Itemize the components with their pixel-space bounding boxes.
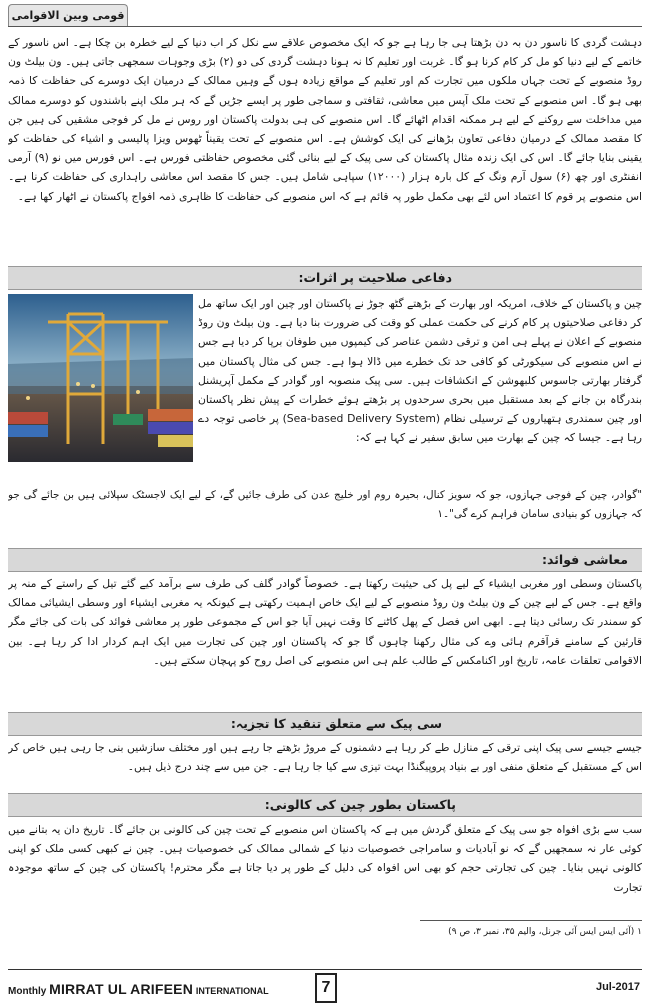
intro-paragraph (8, 33, 642, 261)
defense-heading: دفاعی صلاحیت پر اثرات: (298, 270, 452, 285)
page-footer (0, 965, 650, 1003)
footnote-rule (420, 920, 642, 921)
economic-paragraph (8, 574, 642, 708)
economic-heading-bar (8, 548, 642, 572)
section-tab (8, 4, 128, 27)
colony-paragraph (8, 820, 642, 916)
header-rule (8, 26, 642, 27)
intro-text: دہشت گردی کا ناسور دن بہ دن بڑھتا ہی جا رہا ہے جو کہ ایک مخصوص علاقے سے نکل کر اب دنیا کے لیے خطرہ بن چکا ہے۔ اس ناسور کے خاتمے کے لیے دنیا کو مل کر کام کرنا ہو گا۔ غربت اور تعلیم کا نہ ہونا دہشت گردی کی دو (۲) بڑی وجوہات سمجھی جاتی ہیں۔ ون بیلٹ ون روڈ منصوبے کے تحت جہاں ملکوں میں تجارت کم اور تعلیم کے مواقع زیادہ ہوں گے وہیں ممالک کے درمیان ایک دوسرے کی حفاظت کا ذمہ بھی ہو گا۔ اس منصوبے کے تحت ملک آپس میں معاشی، ثقافتی و سماجی طور پر ایسے جڑیں گے کہ ہر ملک اپنے باشندوں کو دوسرے ممالک میں مداخلت سے روکنے کے لیے ہر ممکنہ اقدام اٹھائے گا۔ اس منصوبے کی ہی بدولت پاکستان اور روس نے مل کر فوجی مشقیں کی ہیں جن کا مقصد ممالک کے درمیان دفاعی تعاون بڑھانے کی ایک کوشش ہے۔ اس منصوبے کے تحت یقیناً ٹھوس ویزا پالیسی و اشیاء کی حفاظت کو یقینی بنایا جائے گا۔ اس کی ایک زندہ مثال پاکستان کی سی پیک کے لیے بنائی گئی مخصوص حفاظتی فورس ہے۔ اس فورس میں نو (۹) آرمی انفنٹری اور چھ (۶) سول آرم ونگ کے کل بارہ ہزار (۱۲۰۰۰) سپاہی شامل ہیں۔ جس کا مقصد اس معاشی راہداری کی حفاظت کرنا ہے۔ اس منصوبے پر قوم کا اعتماد اس لئے بھی مکمل طور پہ قائم ہے کہ اس منصوبے کی حفاظت کا ظاہری ذمہ افواج پاکستان نے اٹھار کھا ہے۔ (8, 36, 642, 203)
defense-heading-bar (8, 266, 642, 290)
defense-text: چین و پاکستان کے خلاف، امریکہ اور بھارت کے بڑھتے گٹھ جوڑ نے پاکستان اور چین اور ایک ساتھ مل کر دفاعی صلاحیتوں پر کام کرنے کی حکمت عملی کو وقت کی ضرورت بنا دیا ہے۔ ون بیلٹ ون روڈ منصوبے کے اعلان نے پہلے ہی امن و ترقی دشمن عناصر کی کیمپوں میں طوفان برپا کر دیا ہے جس نے اس منصوبے کی سیکورٹی کو کافی حد تک خطرے میں ڈالا ہوا ہے۔ جس کی مثال پاکستان میں گرفتار بھارتی جاسوس کلبھوشن کے انکشافات ہیں۔ سی پیک منصوبہ اور گوادر کے مکمل آپریشنل بندرگاہ بن جانے کے بعد مستقبل میں بحری سرحدوں پر بڑھتے ہوئے خطرات کے پیش نظر پاکستان اور چین سمندری ہتھیاروں کے ترسیلی نظام (Sea-based Delivery System) پر خاصی توجہ دے رہا ہے۔ جیسا کہ چین کے بھارت میں سابق سفیر نے کہا ہے کہ: (198, 297, 642, 445)
issue-date: Jul-2017 (595, 981, 640, 993)
port-crane-image (8, 294, 193, 462)
colony-heading: پاکستان بطور چین کی کالونی: (264, 797, 456, 812)
colony-heading-bar (8, 793, 642, 817)
port-photo (8, 294, 193, 462)
footer-rule (8, 969, 642, 970)
footnote: ۱ (آئی ایس ایس آئی جرنل، والیم ۳۵، نمبر ۳، ص ۹) (448, 927, 642, 937)
defense-paragraph (198, 294, 642, 486)
footer-international: INTERNATIONAL (195, 986, 269, 996)
defense-quote-block (8, 486, 642, 544)
defense-quote: "گوادر، چین کے فوجی جہازوں، جو کہ سویز کنال، بحیرہ روم اور خلیج عدن کی طرف جائیں گے، کے لیے ایک لاجسٹک سپلائی ہیں بن جائے گی جو کہ جہازوں کو بنیادی سامان فراہم کرے گی"۔۱ (8, 489, 642, 521)
critique-heading: سی پیک سے متعلق تنقید کا تجزیہ: (230, 716, 442, 731)
magazine-name (8, 981, 269, 997)
colony-text: سب سے بڑی افواہ جو سی پیک کے متعلق گردش میں ہے کہ پاکستان اس منصوبے کے تحت چین کی کالونی بن جائے گا۔ تاریخ دان یہ بتانے میں کوئی عار نہ سمجھیں گے کہ نو آبادیات و سامراجی خصوصیات دنیا کے شمالی ممالک کی خصوصیات ہیں۔ چین نے کبھی کسی ملک کو اپنی کالونی نہیں بنایا۔ چین کی تجارتی حجم کو بھی اس افواہ کی دلیل کے طور پر دیا جاتا ہے مگر محترم! پاکستان کی چین کے ساتھ موجودہ تجارت (8, 823, 642, 894)
critique-heading-bar (8, 712, 642, 736)
economic-text: پاکستان وسطی اور مغربی ایشیاء کے لیے پل کی حیثیت رکھتا ہے۔ خصوصاً گوادر گلف کی طرف سے برآمد کیے گئے تیل کے راستے کے منہ پر واقع ہے۔ جس کے لیے چین کے ون بیلٹ ون روڈ منصوبے کے لیے ایک خاص اہمیت رکھتی ہے کیونکہ یہ مغربی ایشیاء اور وسطی ایشیائی ممالک کو سمندر تک رسائی دیتا ہے۔ ابھی اس فصل کے پھل کاٹنے کا وقت نہیں آیا جو اس کے مجموعی طور پر معاشی فوائد کی بات کی جائے مگر قارئین کے سامنے قرآقرم ہائی وے کی مثال رکھنا چاہوں گا جو کہ پاکستان اور چین کی تجارت میں ایک اہم کردار ادا کر رہا ہے۔ بین الاقوامی تعلقات عامہ، تاریخ اور اکنامکس کے طالب علم ہی اس منصوبے کی اصل روح کو پہچان سکتے ہیں۔ (8, 577, 642, 667)
footer-magazine-title: MIRRAT UL ARIFEEN (49, 981, 194, 997)
page-number: 7 (315, 973, 337, 1003)
critique-paragraph (8, 738, 642, 786)
section-tab-label: قومی وبین الاقوامی (11, 9, 125, 22)
economic-heading: معاشی فوائد: (542, 552, 628, 567)
footer-monthly: Monthly (8, 986, 47, 997)
page-header (0, 0, 650, 30)
critique-text: جیسے جیسے سی پیک اپنی ترقی کے منازل طے کر رہا ہے دشمنوں کے مروڑ بڑھتے جا رہے ہیں اور مختلف سازشیں بنی جا رہی ہیں خاص کر اس کے مستقبل کے متعلق منفی اور بے بنیاد پروپیگنڈا بہت تیزی سے کیا جا رہا ہے۔ جن میں سے چند درج ذیل ہیں۔ (8, 741, 642, 774)
